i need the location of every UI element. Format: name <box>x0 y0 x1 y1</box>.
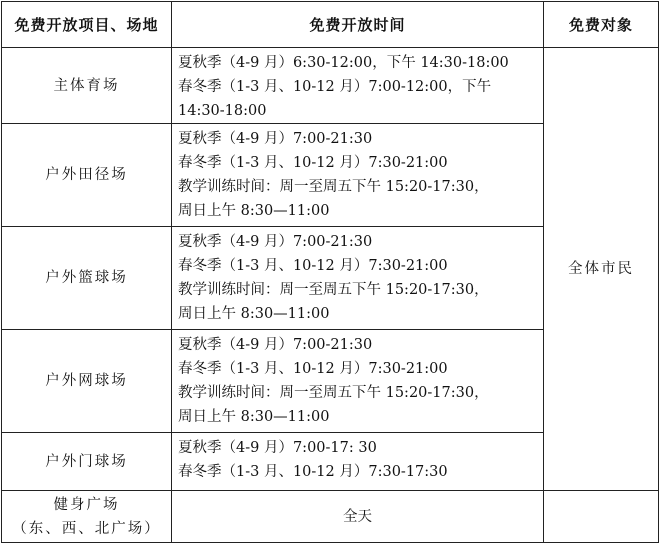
hours-cell <box>172 330 544 433</box>
hours-line: 周日上午 8:30—11:00 <box>178 203 330 219</box>
venue-cell <box>2 48 172 124</box>
table-row <box>2 491 659 543</box>
venue-name: 户外篮球场 <box>45 270 128 286</box>
venue-cell <box>2 124 172 227</box>
hours-line: 周日上午 8:30—11:00 <box>178 409 330 425</box>
hours-line: 夏秋季（4-9 月）7:00-21:30 <box>178 234 373 250</box>
open-hours-table <box>1 1 659 543</box>
venue-name: 健身广场 <box>53 496 120 513</box>
hours-cell <box>172 433 544 491</box>
hours-cell <box>172 227 544 330</box>
venue-cell <box>2 491 172 543</box>
hours-line: 教学训练时间：周一至周五下午 15:20-17:30， <box>178 282 489 298</box>
venue-cell <box>2 433 172 491</box>
venue-name: 户外门球场 <box>45 453 128 470</box>
venue-name: 户外田径场 <box>45 167 128 183</box>
hours-line: 春冬季（1-3 月、10-12 月）7:30-21:00 <box>178 155 448 171</box>
venue-name: 户外网球场 <box>45 373 128 389</box>
venue-name: 主体育场 <box>53 77 120 94</box>
hours-line: 夏秋季（4-9 月）7:00-21:30 <box>178 337 373 353</box>
header-row <box>2 2 659 48</box>
hours-line: 春冬季（1-3 月、10-12 月）7:30-21:00 <box>178 361 448 377</box>
hours-column-header: 免费开放时间 <box>172 2 544 48</box>
hours-cell: 全天 <box>172 491 544 543</box>
hours-line: 春冬季（1-3 月、10-12 月）7:00-12:00，下午 <box>178 79 492 95</box>
hours-line: 夏秋季（4-9 月）7:00-21:30 <box>178 131 373 147</box>
hours-line: 夏秋季（4-9 月）7:00-17: 30 <box>178 440 377 456</box>
hours-cell <box>172 124 544 227</box>
hours-line: 教学训练时间：周一至周五下午 15:20-17:30， <box>178 179 489 195</box>
target-column-header: 免费对象 <box>544 2 659 48</box>
hours-line: 夏秋季（4-9 月）6:30-12:00，下午 14:30-18:00 <box>178 55 509 71</box>
hours-line: 春冬季（1-3 月、10-12 月）7:30-17:30 <box>178 464 448 480</box>
venue-column-header: 免费开放项目、场地 <box>2 2 172 48</box>
venue-cell <box>2 227 172 330</box>
hours-line: 教学训练时间：周一至周五下午 15:20-17:30， <box>178 385 489 401</box>
table-row <box>2 48 659 124</box>
venue-cell <box>2 330 172 433</box>
empty-cell <box>544 491 659 543</box>
hours-cell <box>172 48 544 124</box>
venue-subname: （东、西、北广场） <box>12 520 161 537</box>
hours-line: 春冬季（1-3 月、10-12 月）7:30-21:00 <box>178 258 448 274</box>
target-cell: 全体市民 <box>544 48 659 491</box>
hours-line: 周日上午 8:30—11:00 <box>178 306 330 322</box>
hours-line: 14:30-18:00 <box>178 103 267 119</box>
